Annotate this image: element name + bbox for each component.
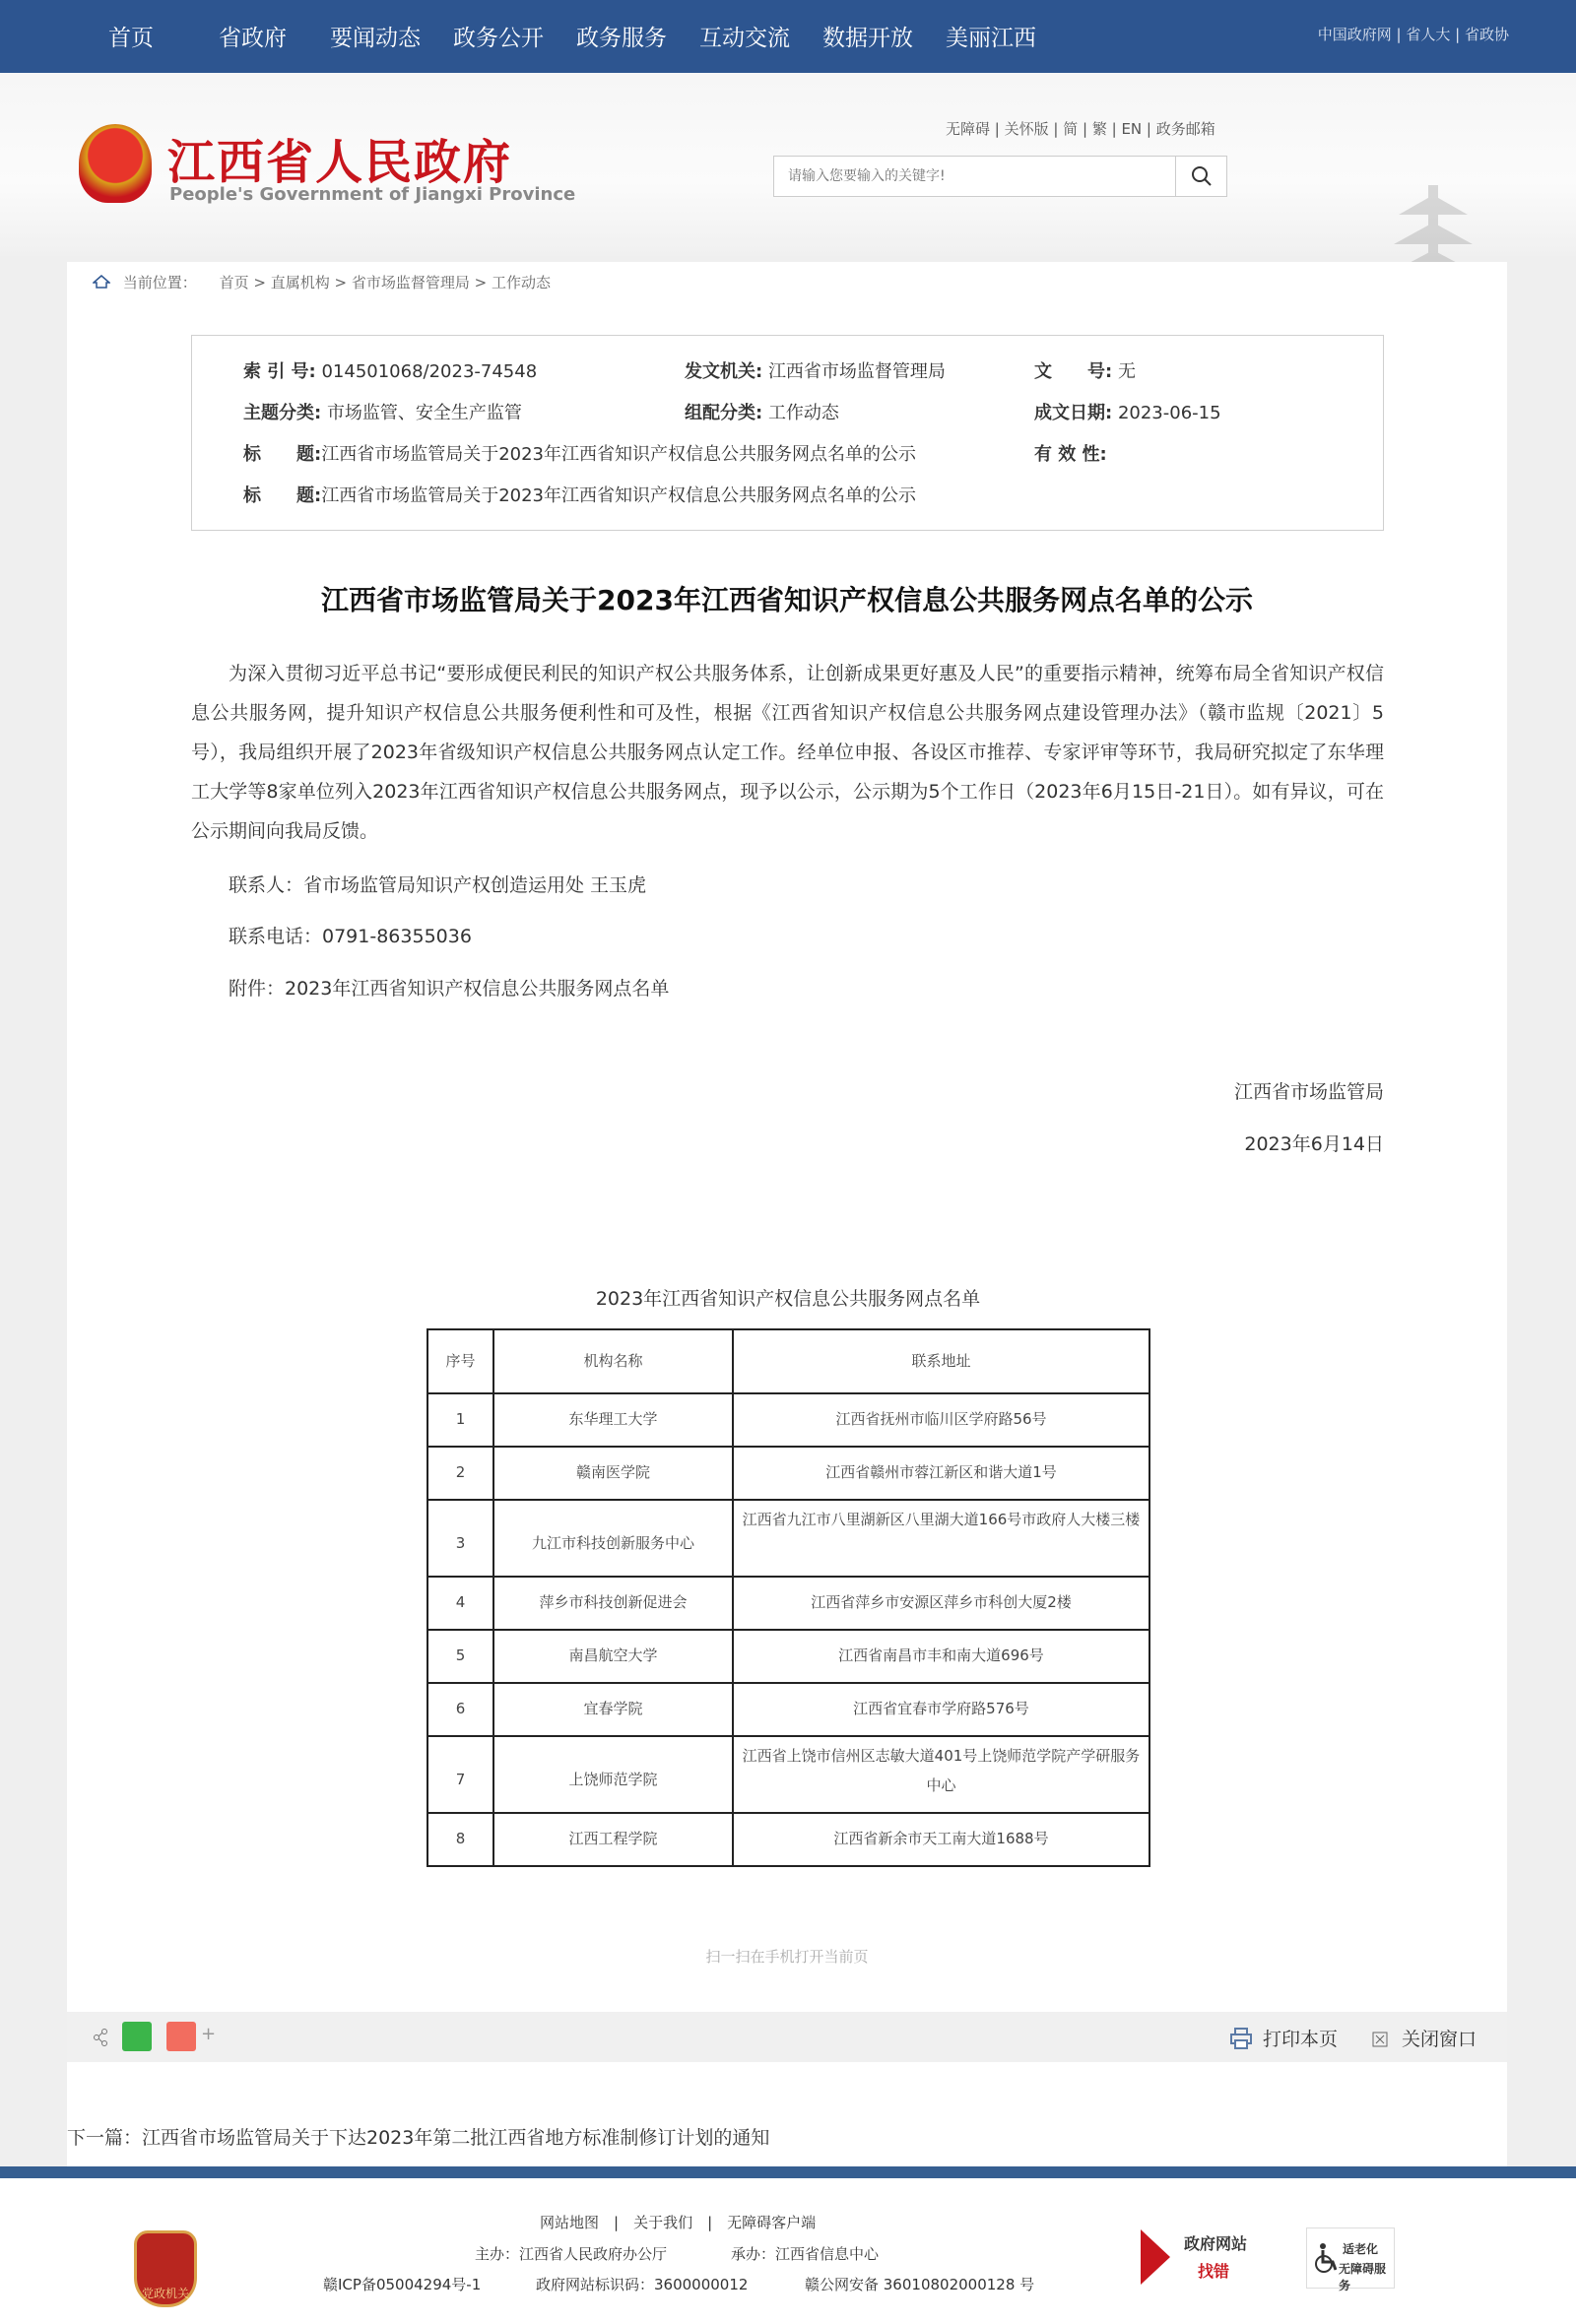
breadcrumb-direct-agencies[interactable]: 直属机构	[270, 274, 330, 291]
cell-org: 九江市科技创新服务中心	[493, 1500, 733, 1577]
link-npc[interactable]: 省人大	[1406, 26, 1451, 43]
cell-no: 2	[427, 1447, 493, 1500]
footer-divider	[0, 2166, 1576, 2178]
cell-org: 上饶师范学院	[493, 1736, 733, 1813]
cell-address: 江西省南昌市丰和南大道696号	[733, 1630, 1149, 1683]
link-accessibility[interactable]: 无障碍	[946, 120, 991, 138]
content-panel	[67, 262, 1507, 2166]
party-gov-badge[interactable]: 党政机关	[134, 2230, 197, 2307]
table-row	[427, 1736, 1149, 1813]
close-window-button[interactable]: 关闭窗口	[1372, 2025, 1477, 2051]
cell-address: 江西省萍乡市安源区萍乡市科创大厦2楼	[733, 1577, 1149, 1630]
table-row	[427, 1393, 1149, 1447]
footer-sitemap[interactable]: 网站地图	[540, 2214, 600, 2231]
cell-org: 东华理工大学	[493, 1393, 733, 1447]
error-badge-icon	[1141, 2229, 1170, 2285]
close-icon	[1372, 2032, 1388, 2047]
article-title: 江西省市场监管局关于2023年江西省知识产权信息公共服务网点名单的公示	[321, 584, 1253, 616]
cell-org: 江西工程学院	[493, 1813, 733, 1866]
cell-no: 3	[427, 1500, 493, 1577]
nav-gov-open[interactable]: 政务公开	[453, 26, 544, 51]
home-icon	[93, 275, 110, 289]
cell-address: 江西省抚州市临川区学府路56号	[733, 1393, 1149, 1447]
info-title: 标 题:江西省市场监管局关于2023年江西省知识产权信息公共服务网点名单的公示	[243, 444, 917, 465]
contact-person: 联系人：省市场监管局知识产权创造运用处 王玉虎	[229, 874, 647, 896]
footer-host: 主办：江西省人民政府办公厅	[475, 2245, 668, 2263]
nav-news[interactable]: 要闻动态	[330, 26, 421, 51]
share-toolbar	[67, 2012, 1507, 2062]
site-logo-subtitle: People's Government of Jiangxi Province	[169, 184, 576, 205]
weibo-share-icon[interactable]	[166, 2022, 196, 2051]
cell-address: 江西省宜春市学府路576号	[733, 1683, 1149, 1736]
header-no: 序号	[427, 1329, 493, 1393]
info-issuer: 发文机关: 江西省市场监督管理局	[685, 361, 946, 382]
cell-no: 8	[427, 1813, 493, 1866]
table-row	[427, 1630, 1149, 1683]
search-box	[773, 156, 1227, 197]
cell-org: 宜春学院	[493, 1683, 733, 1736]
document-info-box	[191, 335, 1384, 531]
next-article-link[interactable]: 下一篇：江西省市场监管局关于下达2023年第二批江西省地方标准制修订计划的通知	[67, 2127, 770, 2149]
nav-beautiful-jiangxi[interactable]: 美丽江西	[946, 26, 1036, 51]
cell-no: 4	[427, 1577, 493, 1630]
footer-icp[interactable]: 赣ICP备05004294号-1	[323, 2276, 482, 2293]
cell-address: 江西省九江市八里湖新区八里湖大道166号市政府人大楼三楼	[733, 1500, 1149, 1577]
table-row	[427, 1500, 1149, 1577]
nav-home[interactable]: 首页	[108, 26, 154, 51]
print-button[interactable]: 打印本页	[1229, 2025, 1338, 2051]
nav-province-gov[interactable]: 省政府	[219, 26, 287, 51]
breadcrumb-work-news[interactable]: 工作动态	[491, 274, 551, 291]
link-traditional[interactable]: 繁	[1091, 120, 1107, 138]
link-gov-mail[interactable]: 政务邮箱	[1155, 120, 1215, 138]
table-title: 2023年江西省知识产权信息公共服务网点名单	[595, 1288, 981, 1310]
footer-about[interactable]: 关于我们	[633, 2214, 693, 2231]
footer-police[interactable]: 赣公网安备 36010802000128 号	[805, 2276, 1035, 2293]
info-title-2: 标 题:江西省市场监管局关于2023年江西省知识产权信息公共服务网点名单的公示	[243, 485, 917, 506]
service-points-table	[427, 1328, 1150, 1867]
cell-org: 赣南医学院	[493, 1447, 733, 1500]
breadcrumb-label: 当前位置：	[122, 274, 197, 291]
cell-no: 7	[427, 1736, 493, 1813]
info-docno: 文 号: 无	[1034, 361, 1136, 382]
nav-right-links: 中国政府网 | 省人大 | 省政协	[1317, 26, 1509, 43]
contact-phone: 联系电话：0791-86355036	[229, 926, 472, 947]
search-input[interactable]	[774, 157, 1168, 196]
header-address: 联系地址	[733, 1329, 1149, 1393]
national-emblem-logo	[79, 124, 152, 203]
cell-address: 江西省赣州市蓉江新区和谐大道1号	[733, 1447, 1149, 1500]
cell-no: 5	[427, 1630, 493, 1683]
link-care-version[interactable]: 关怀版	[1004, 120, 1049, 138]
cell-org: 南昌航空大学	[493, 1630, 733, 1683]
breadcrumb-home[interactable]: 首页	[219, 274, 249, 291]
cell-no: 6	[427, 1683, 493, 1736]
link-cppcc[interactable]: 省政协	[1464, 26, 1509, 43]
scan-qr-hint: 扫一扫在手机打开当前页	[705, 1948, 869, 1966]
elderly-accessibility-badge[interactable]: 适老化 无障碍服务	[1306, 2227, 1395, 2289]
footer-site-id: 政府网站标识码：3600000012	[536, 2276, 749, 2293]
printer-icon	[1229, 2028, 1253, 2049]
info-index: 索 引 号: 014501068/2023-74548	[243, 361, 538, 382]
header-org: 机构名称	[493, 1329, 733, 1393]
info-topic: 主题分类: 市场监管、安全生产监管	[243, 403, 522, 423]
info-validity: 有 效 性:	[1034, 444, 1107, 465]
footer-links: 网站地图 | 关于我们 | 无障碍客户端	[540, 2214, 817, 2231]
sign-date: 2023年6月14日	[1244, 1133, 1384, 1155]
breadcrumb-market-bureau[interactable]: 省市场监督管理局	[351, 274, 470, 291]
wechat-share-icon[interactable]	[122, 2022, 152, 2051]
table-row	[427, 1447, 1149, 1500]
utility-links: 无障碍 | 关怀版 | 简 | 繁 | EN | 政务邮箱	[946, 120, 1215, 138]
table-row	[427, 1683, 1149, 1736]
table-row	[427, 1577, 1149, 1630]
search-icon	[1190, 164, 1214, 188]
gov-site-error-badge[interactable]: 政府网站 找错	[1141, 2229, 1263, 2287]
cell-address: 江西省上饶市信州区志敏大道401号上饶师范学院产学研服务中心	[733, 1736, 1149, 1813]
table-row	[427, 1813, 1149, 1866]
attachment-link[interactable]: 附件：2023年江西省知识产权信息公共服务网点名单	[229, 978, 670, 1000]
signer: 江西省市场监管局	[1233, 1081, 1384, 1103]
nav-gov-service[interactable]: 政务服务	[576, 26, 667, 51]
share-icon[interactable]	[93, 2029, 108, 2046]
breadcrumb: 当前位置： 首页 > 直属机构 > 省市场监督管理局 > 工作动态	[93, 272, 551, 292]
footer	[0, 2178, 1576, 2324]
nav-interaction[interactable]: 互动交流	[699, 26, 790, 51]
cell-org: 萍乡市科技创新促进会	[493, 1577, 733, 1630]
cell-address: 江西省新余市天工南大道1688号	[733, 1813, 1149, 1866]
link-simplified[interactable]: 简	[1063, 120, 1079, 138]
cell-no: 1	[427, 1393, 493, 1447]
link-china-gov[interactable]: 中国政府网	[1317, 26, 1392, 43]
footer-accessible-client[interactable]: 无障碍客户端	[727, 2214, 817, 2231]
footer-organizer: 承办：江西省信息中心	[731, 2245, 880, 2263]
search-button[interactable]	[1175, 157, 1226, 196]
more-share-button[interactable]: +	[201, 2024, 217, 2044]
site-logo-title[interactable]: 江西省人民政府	[167, 135, 513, 190]
article-body: 为深入贯彻习近平总书记“要形成便民利民的知识产权公共服务体系，让创新成果更好惠及人民”的重要指示精神，统筹布局全省知识产权信息公共服务网，提升知识产权信息公共服务便利性和可及性，根据《江西省知识产权信息公共服务网点建设管理办法》（赣市监规〔2021〕5号），我局组织开展了2023年省级知识产权信息公共服务网点认定工作。经单位申报、各设区市推荐、专家评审等环节，我局研究拟定了东华理工大学等8家单位列入2023年江西省知识产权信息公共服务网点，现予以公示，公示期为5个工作日（2023年6月15日-21日）。如有异议，可在公示期间向我局反馈。	[191, 663, 1384, 842]
wheelchair-icon	[1315, 2242, 1337, 2274]
nav-open-data[interactable]: 数据开放	[822, 26, 913, 51]
info-category: 组配分类: 工作动态	[685, 403, 839, 423]
top-nav	[0, 0, 1576, 73]
table-header-row	[427, 1329, 1149, 1393]
info-date: 成文日期: 2023-06-15	[1034, 403, 1221, 423]
link-english[interactable]: EN	[1121, 120, 1143, 138]
